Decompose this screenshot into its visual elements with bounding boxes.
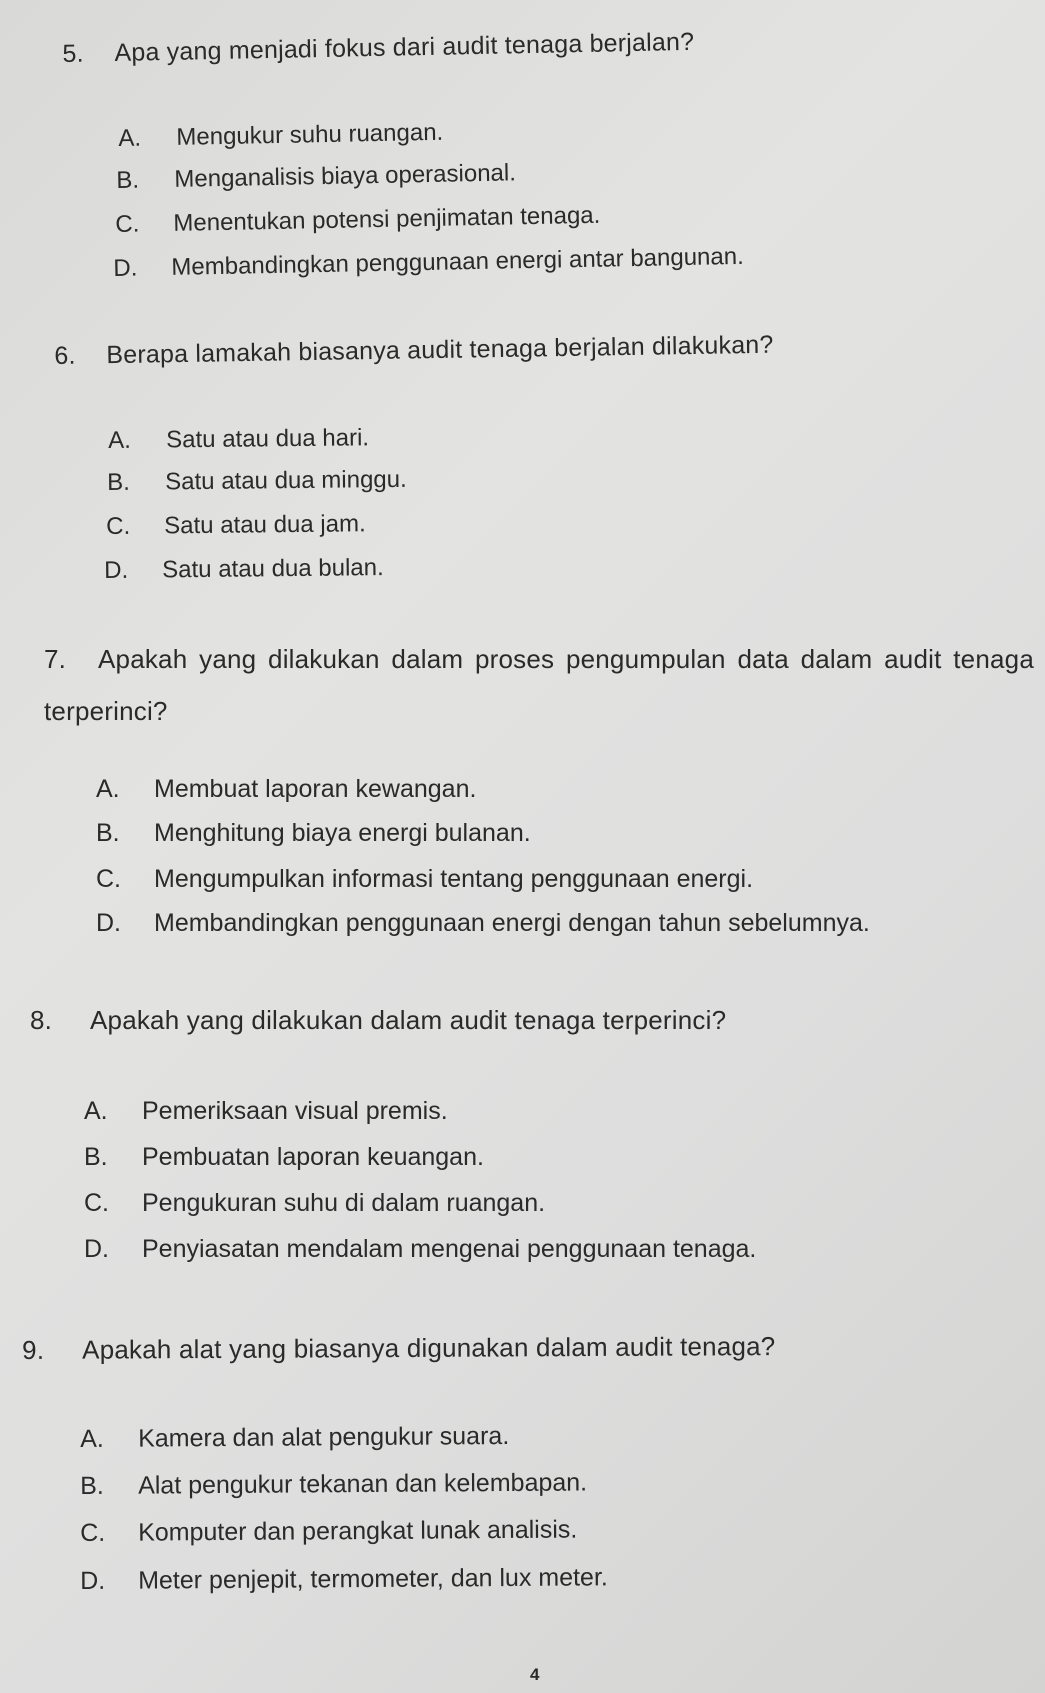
- option-5b: [116, 152, 516, 202]
- option-letter: A.: [118, 124, 142, 152]
- option-letter: B.: [96, 819, 120, 847]
- option-7c: [96, 858, 753, 900]
- option-8b: [84, 1136, 484, 1178]
- option-letter: D.: [113, 254, 138, 282]
- option-9b: [80, 1461, 587, 1507]
- option-text: Satu atau dua bulan.: [162, 554, 384, 584]
- question-number: 8.: [30, 1005, 53, 1035]
- option-letter: B.: [116, 166, 140, 194]
- option-text: Satu atau dua jam.: [164, 510, 366, 540]
- option-letter: B.: [107, 468, 131, 496]
- question-number: 6.: [54, 341, 76, 370]
- option-letter: C.: [106, 512, 131, 540]
- option-letter: C.: [84, 1189, 109, 1217]
- option-text: Membuat laporan kewangan.: [154, 775, 477, 803]
- option-text: Komputer dan perangkat lunak analisis.: [138, 1515, 578, 1547]
- option-letter: B.: [80, 1471, 104, 1500]
- option-letter: D.: [80, 1566, 106, 1595]
- option-text: Mengukur suhu ruangan.: [176, 118, 444, 151]
- option-7b: [96, 812, 531, 854]
- option-9a: [80, 1415, 509, 1460]
- option-text: Pemeriksaan visual premis.: [142, 1097, 448, 1125]
- option-letter: A.: [108, 426, 132, 454]
- option-letter: D.: [96, 909, 121, 937]
- option-text: Menghitung biaya energi bulanan.: [154, 819, 531, 847]
- option-text: Pengukuran suhu di dalam ruangan.: [142, 1189, 546, 1217]
- option-8c: [84, 1182, 545, 1224]
- option-text: Membandingkan penggunaan energi antar bangunan.: [171, 242, 745, 281]
- option-text: Menentukan potensi penjimatan tenaga.: [173, 201, 601, 237]
- question-text: Apakah yang dilakukan dalam proses pengumpulan data dalam audit tenaga terperinci?: [44, 644, 1034, 726]
- question-8: [30, 996, 726, 1044]
- option-letter: B.: [84, 1143, 108, 1171]
- option-text: Kamera dan alat pengukur suara.: [138, 1422, 510, 1453]
- option-5c: [115, 195, 601, 246]
- option-letter: D.: [104, 556, 129, 584]
- option-letter: D.: [84, 1235, 109, 1263]
- option-text: Alat pengukur tekanan dan kelembapan.: [138, 1468, 588, 1500]
- option-letter: A.: [96, 775, 120, 803]
- option-letter: C.: [80, 1518, 106, 1547]
- question-number: 5.: [62, 39, 84, 68]
- option-7a: [96, 768, 476, 810]
- option-9d: [80, 1556, 608, 1602]
- question-6: [54, 321, 774, 380]
- option-letter: C.: [115, 210, 140, 238]
- page-number: 4: [530, 1665, 540, 1684]
- question-number: 9.: [22, 1334, 45, 1365]
- question-7: [44, 633, 1034, 737]
- option-6c: [106, 503, 366, 548]
- option-text: Satu atau dua hari.: [166, 424, 370, 454]
- option-text: Meter penjepit, termometer, dan lux meter.: [138, 1563, 608, 1595]
- option-5a: [118, 112, 444, 160]
- option-text: Pembuatan laporan keuangan.: [142, 1143, 484, 1171]
- question-text: Berapa lamakah biasanya audit tenaga berjalan dilakukan?: [106, 330, 774, 370]
- option-letter: A.: [84, 1097, 108, 1125]
- option-text: Satu atau dua minggu.: [165, 465, 407, 496]
- option-text: Menganalisis biaya operasional.: [174, 159, 517, 193]
- question-5: [62, 18, 695, 78]
- question-9: [22, 1322, 776, 1374]
- question-text: Apakah alat yang biasanya digunakan dalam audit tenaga?: [82, 1331, 776, 1365]
- question-text: Apa yang menjadi fokus dari audit tenaga berjalan?: [114, 27, 695, 67]
- option-letter: C.: [96, 865, 121, 893]
- option-8d: [84, 1228, 756, 1270]
- option-8a: [84, 1090, 448, 1132]
- option-6b: [107, 459, 407, 504]
- option-6d: [104, 547, 384, 592]
- question-text: Apakah yang dilakukan dalam audit tenaga terperinci?: [90, 1005, 727, 1035]
- question-number: 7.: [44, 644, 67, 674]
- option-text: Membandingkan penggunaan energi dengan tahun sebelumnya.: [154, 909, 870, 937]
- option-7d: [96, 902, 870, 944]
- option-letter: A.: [80, 1424, 104, 1453]
- option-text: Penyiasatan mendalam mengenai penggunaan tenaga.: [142, 1235, 757, 1263]
- option-text: Mengumpulkan informasi tentang penggunaan energi.: [154, 865, 754, 893]
- option-6a: [108, 417, 369, 462]
- option-9c: [80, 1509, 577, 1554]
